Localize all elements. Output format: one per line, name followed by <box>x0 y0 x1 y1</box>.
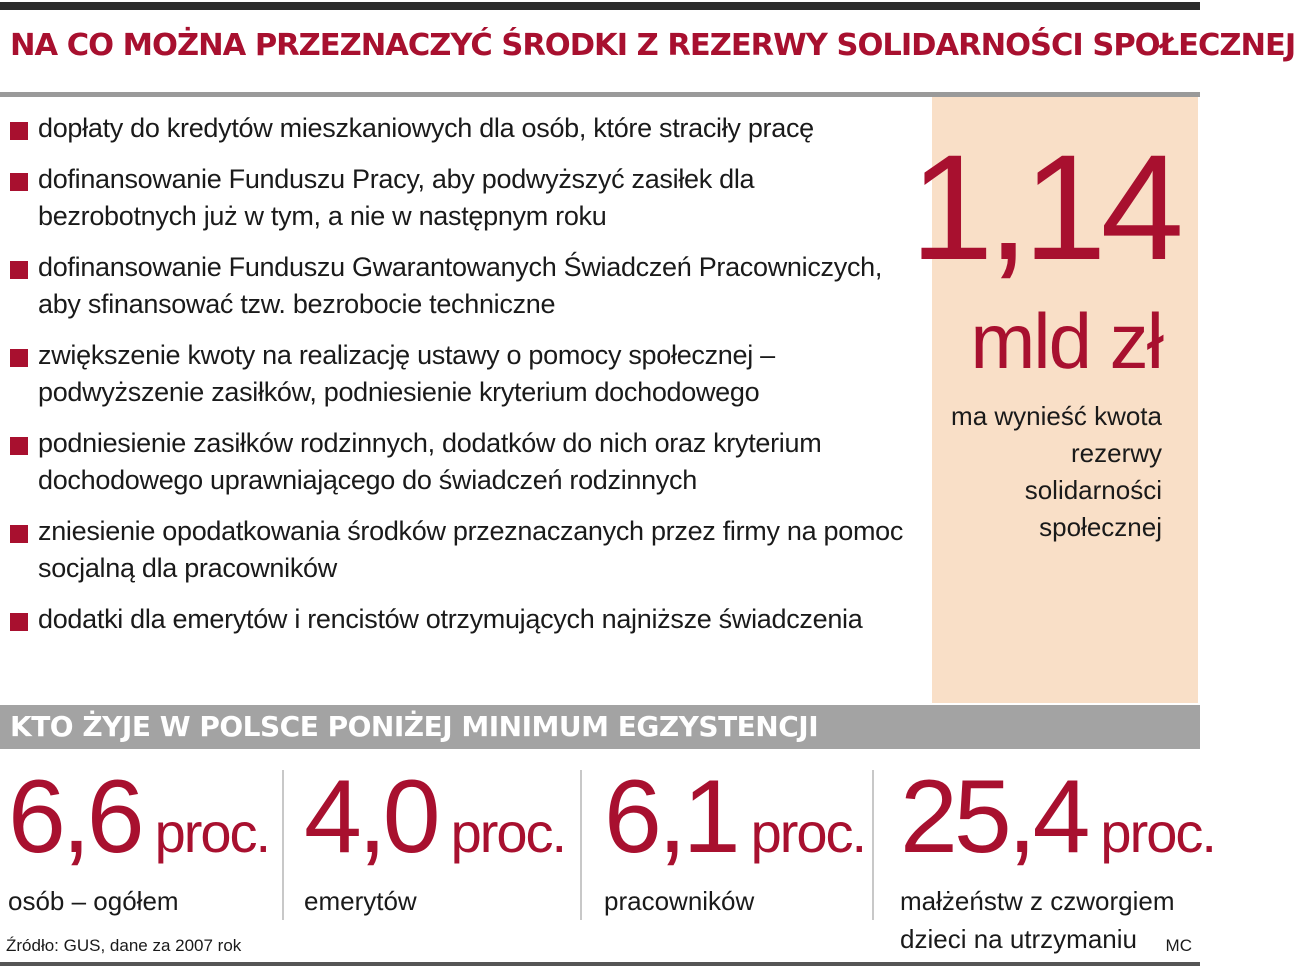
list-item-text: zniesienie opodatkowania środków przeznaczanych przez firmy na pomoc socjalną dla pracowników <box>38 516 904 583</box>
bottom-border <box>0 962 1200 966</box>
stat-pensioners <box>304 759 569 920</box>
stat-divider <box>872 770 874 920</box>
list-item-text: zwiększenie kwoty na realizację ustawy o pomocy społecznej – podwyższenie zasiłków, podniesienie kryterium dochodowego <box>38 340 775 407</box>
bullet-square-icon <box>10 613 28 631</box>
stat-overall <box>8 759 273 920</box>
reserve-value: 1,14 <box>910 123 1178 291</box>
list-item-text: dopłaty do kredytów mieszkaniowych dla osób, które straciły pracę <box>38 113 814 143</box>
stat-label: małżeństw z czworgiem dzieci na utrzymaniu <box>900 886 1175 954</box>
list-item-text: dofinansowanie Funduszu Pracy, aby podwyższyć zasiłek dla bezrobotnych już w tym, a nie w następnym roku <box>38 164 755 231</box>
poverty-section-bar <box>0 705 1200 749</box>
stat-workers <box>604 759 866 920</box>
stat-value: 6,6 <box>8 759 141 875</box>
list-item-text: podniesienie zasiłków rodzinnych, dodatków do nich oraz kryterium dochodowego uprawniającego do świadczeń rodzinnych <box>38 428 822 495</box>
list-item-text: dofinansowanie Funduszu Gwarantowanych Świadczeń Pracowniczych, aby sfinansować tzw. bezrobocie techniczne <box>38 252 883 319</box>
stat-label: osób – ogółem <box>8 886 179 916</box>
page-title: NA CO MOŻNA PRZEZNACZYĆ ŚRODKI Z REZERWY SOLIDARNOŚCI SPOŁECZNEJ <box>10 28 1295 63</box>
stat-label: pracowników <box>604 886 755 916</box>
stat-divider <box>282 770 284 920</box>
top-border <box>0 2 1200 10</box>
poverty-section-title: KTO ŻYJE W POLSCE PONIŻEJ MINIMUM EGZYSTENCJI <box>10 710 819 743</box>
list-item <box>8 513 918 587</box>
stat-unit: proc. <box>1100 801 1215 864</box>
stat-value: 25,4 <box>900 759 1087 875</box>
stat-unit: proc. <box>450 801 566 864</box>
source-note: Źródło: GUS, dane za 2007 rok <box>6 936 242 955</box>
stat-value: 4,0 <box>304 759 437 875</box>
bullet-square-icon <box>10 437 28 455</box>
stat-label: emerytów <box>304 886 417 916</box>
reserve-description: ma wynieść kwota rezerwy solidarności społecznej <box>951 401 1162 542</box>
reserve-unit: mld zł <box>970 297 1162 385</box>
list-item <box>8 425 918 499</box>
stat-large-families <box>900 759 1215 958</box>
stat-unit: proc. <box>750 801 866 864</box>
bullet-square-icon <box>10 525 28 543</box>
list-item-text: dodatki dla emerytów i rencistów otrzymujących najniższe świadczenia <box>38 604 863 634</box>
stat-divider <box>580 770 582 920</box>
author-credit: MC <box>1165 936 1192 955</box>
stat-unit: proc. <box>154 801 270 864</box>
stat-value: 6,1 <box>604 759 737 875</box>
list-item <box>8 601 918 638</box>
